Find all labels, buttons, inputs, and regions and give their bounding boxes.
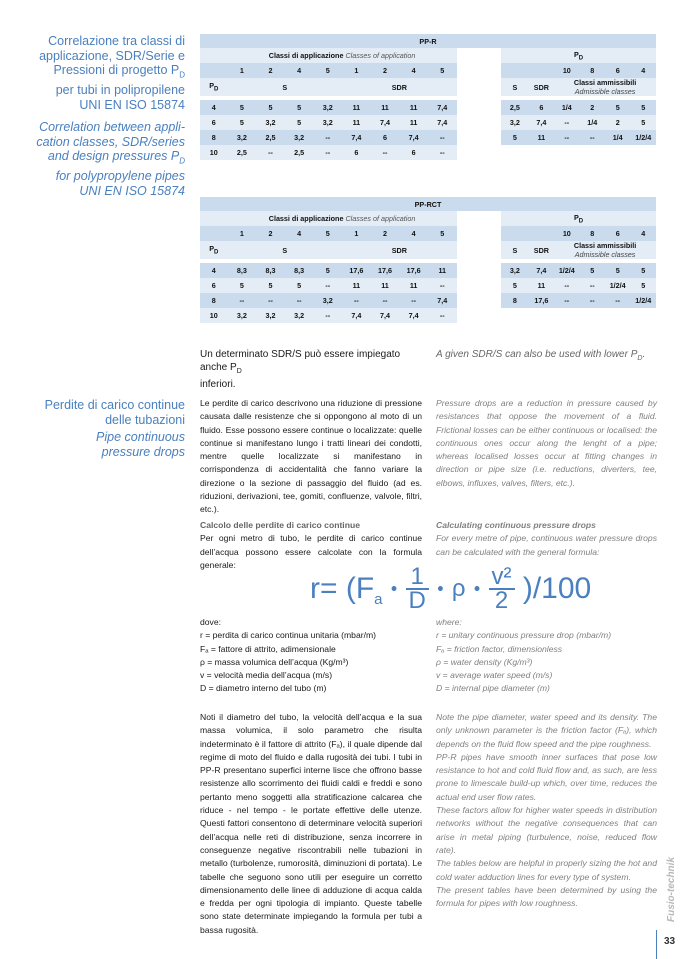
- table-row: 10 3,2 3,2 3,2 -- 7,4 7,4 7,4 --: [200, 308, 656, 323]
- pressure-drop-formula: $r= (F_a$ • $\frac{1}{D}$ • ρ • $\frac{\text{v²}}{2}$ )/100: [310, 563, 592, 614]
- final-paragraph-it: Noti il diametro del tubo, la velocità dell’acqua e la sua massa volumica, il solo parametro che risulta indeterminato è il fattore di attrito (Fₐ), il quale dipende dal regime di moto del fluido e dalla rugosità dei tubi. I tubi in PP-R presentano superfici interne lisce che offrono basse resistenze allo scorrimento dei fluidi caldi e freddi e sono pertanto meno soggetti alla stratificazione calcarea che riduce - nel tempo - le portate effettive delle utenze. Questi fattori consentono di determinare velocità superiori dell’acqua nelle reti di distribuzione, senza incorrere in conseguenze negative riscontrabili nelle tubazioni in metallo (turbolenze, rumorosità, diminuzioni di portata). Le tabelle che seguono sono utili per eseguire un corretto dimensionamento delle linee di adduzione di acqua calda e fredda per ogni tipologia di impianto. Queste tabelle sono state determinate impiegando la formula per tubi a bassa rugosità.: [200, 712, 422, 935]
- pd-row-label: $P_D$: [200, 241, 228, 259]
- list-item: Fₐ = friction factor, dimensionless: [436, 643, 563, 654]
- admissible-header: Classi ammissibili Admissible classes: [554, 241, 656, 259]
- table-row: 4 5 5 5 3,2 11 11 11 7,4 2,5 6 1/4 2 5 5: [200, 100, 656, 115]
- page-number: 33: [664, 936, 676, 947]
- correlation-title-it: Correlazione tra classi di applicazione, SDR/Serie e Pressioni di progetto $P_D$ per tubi in polipropilene UNI EN ISO 15874: [39, 34, 185, 112]
- page-divider: [656, 930, 657, 959]
- calc-section-en: [436, 519, 657, 559]
- sdr-note-it: Un determinato SDR/S può essere impiegato anche $P_D$ inferiori.: [200, 349, 401, 390]
- fraction-one-over-d: $\frac{1}{D}$: [406, 566, 429, 612]
- admissible-header: Classi ammissibili Admissible classes: [554, 78, 656, 96]
- table-row: 6 5 5 5 -- 11 11 11 -- 5 11 -- -- 1/2/4 5: [200, 278, 656, 293]
- sidebar-pressure-drops: [20, 398, 185, 459]
- table-row: 10 2,5 -- 2,5 -- 6 -- 6 --: [200, 145, 656, 160]
- calc-body-it: Per ogni metro di tubo, le perdite di carico continue dell’acqua possono essere calcolate con la formula generale:: [200, 533, 422, 570]
- intro-en: Pressure drops are a reduction in pressure caused by resistances that oppose the movement of a fluid. Frictional losses can be either continuous or localised: the continuous ones occur along the lenght of a pipe; whereas localised losses occur at fitting changes in direction or pipe size (i.e. reductions, diverters, tee, elbows, influxes, valves, filters, etc.).: [436, 398, 657, 488]
- list-item: v = velocità media dell’acqua (m/s): [200, 670, 333, 681]
- classes-header: Classi di applicazione Classes of application: [228, 48, 457, 63]
- calc-heading-en: Calculating continuous pressure drops: [436, 520, 596, 530]
- pressure-title-en: Pipe continuous pressure drops: [96, 430, 185, 459]
- list-item: Fₐ = fattore di attrito, adimensionale: [200, 643, 336, 654]
- table-row: 8 3,2 2,5 3,2 -- 7,4 6 7,4 -- 5 11 -- -- 1/4 1/2/4: [200, 130, 656, 145]
- calc-section-it: [200, 519, 422, 572]
- list-item: D = internal pipe diameter (m): [436, 683, 550, 694]
- final-paragraph-en: Note the pipe diameter, water speed and its density. The only unknown parameter is the friction factor (Fₐ), which depends on the fluid flow speed and the pipe roughness. PP-R pipes have smooth inner surfaces that pose low resistance to hot and cold fluid flow and, as such, are less prone to limescale build-up which, over time, reduces the actual end user flow rates. These factors allow for higher water speeds in distribution networks without the negative consequences that can arise in metal piping (turbulence, noise, reduced flow rate). The tables below are helpful in properly sizing the hot and cold water adduction lines for every type of system. The present tables have been determined by using the formula for pipes with low roughness.: [436, 712, 657, 909]
- table-row: 8 -- -- -- 3,2 -- -- -- 7,4 8 17,6 -- -- -- 1/2/4: [200, 293, 656, 308]
- list-item: v = average water speed (m/s): [436, 670, 553, 681]
- where-list-it: dove: r = perdita di carico continua unitaria (mbar/m) Fₐ = fattore di attrito, adimensionale ρ = massa volumica dell’acqua (Kg/m³) v = velocità media dell’acqua (m/s) D = diametro interno del tubo (m): [200, 616, 422, 696]
- list-item: ρ = massa volumica dell’acqua (Kg/m³): [200, 656, 349, 667]
- table-row: 4 8,3 8,3 8,3 5 17,6 17,6 17,6 11 3,2 7,4 1/2/4 5 5 5: [200, 263, 656, 278]
- sdr-note-en: A given SDR/S can also be used with lower $P_D$.: [436, 349, 646, 362]
- correlation-title-en: Correlation between appli- cation classes, SDR/series and design pressures $P_D$ for polypropylene pipes UNI EN ISO 15874: [36, 120, 185, 198]
- pd-header: $P_D$: [501, 211, 656, 226]
- list-item: r = perdita di carico continua unitaria (mbar/m): [200, 630, 377, 641]
- list-item: r = unitary continuous pressure drop (mbar/m): [436, 630, 612, 641]
- table-pp-r: PP-R Classi di applicazione Classes of application $P_D$ 1 2 4 5 1 2 4 5 10 8 6 4 $P_D$ S SDR S SDR Classi ammissibili Admissible classes 4 5 5 5 3,2 11 11 11 7,4 2,5 6 1/4 2 5 5 6 5 3,2 5 3,2 11 7,4 11 7,4 3,2 7,4 -- 1/4 2 5 8 3,2 2,5 3,2 -- 7,4 6 7,4 -- 5 11 -- -- 1/4 1/2/4 10 2,5 -- 2,5 -- 6 -- 6 --: [200, 34, 656, 160]
- where-list-en: where: r = unitary continuous pressure drop (mbar/m) Fₐ = friction factor, dimensionless ρ = water density (Kg/m³) v = average water speed (m/s) D = internal pipe diameter (m): [436, 616, 657, 696]
- brand-logo: Fusio-technik: [666, 856, 677, 922]
- table-title: PP-R: [200, 34, 656, 48]
- pd-row-label: $P_D$: [200, 78, 228, 96]
- sidebar-correlation: [20, 34, 185, 198]
- calc-heading-it: Calcolo delle perdite di carico continue: [200, 520, 360, 530]
- fraction-v2-over-2: $\frac{\text{v²}}{2}$: [489, 566, 515, 612]
- list-item: ρ = water density (Kg/m³): [436, 656, 533, 667]
- table-title: PP-RCT: [200, 197, 656, 211]
- intro-it: Le perdite di carico descrivono una riduzione di pressione causata dalle resistenze che si oppongono al moto di un fluido. Esse possono essere continue o localizzate: quelle continue si manifestano lungo i tratti lineari dei condotti, mentre quelle localizzate si manifestano in corrispondenza di accidentalità che fanno variare la direzione o la sezione di passaggio del fluido (ad es. riduzioni, derivazioni, tee, gomiti, confluenze, valvole, filtri, etc.).: [200, 398, 422, 515]
- table-pp-rct: PP-RCT Classi di applicazione Classes of application $P_D$ 1 2 4 5 1 2 4 5 10 8 6 4 $P_D$ S SDR S SDR Classi ammissibili Admissible classes 4 8,3 8,3 8,3 5 17,6 17,6 17,6 11 3,2 7,4 1/2/4 5 5 5 6 5 5 5 -- 11 11 11 -- 5 11 -- -- 1/2/4 5 8 -- -- -- 3,2 -- -- -- 7,4 8 17,6 -- -- -- 1/2/4 10 3,2 3,2 3,2 -- 7,4 7,4 7,4 --: [200, 197, 656, 323]
- table-row: 6 5 3,2 5 3,2 11 7,4 11 7,4 3,2 7,4 -- 1/4 2 5: [200, 115, 656, 130]
- pd-header: $P_D$: [501, 48, 656, 63]
- classes-header: Classi di applicazione Classes of application: [228, 211, 457, 226]
- pressure-title-it: Perdite di carico continue delle tubazioni: [44, 398, 185, 427]
- calc-body-en: For every metre of pipe, continuous water pressure drops can be calculated with the general formula:: [436, 533, 657, 557]
- list-item: D = diametro interno del tubo (m): [200, 683, 327, 694]
